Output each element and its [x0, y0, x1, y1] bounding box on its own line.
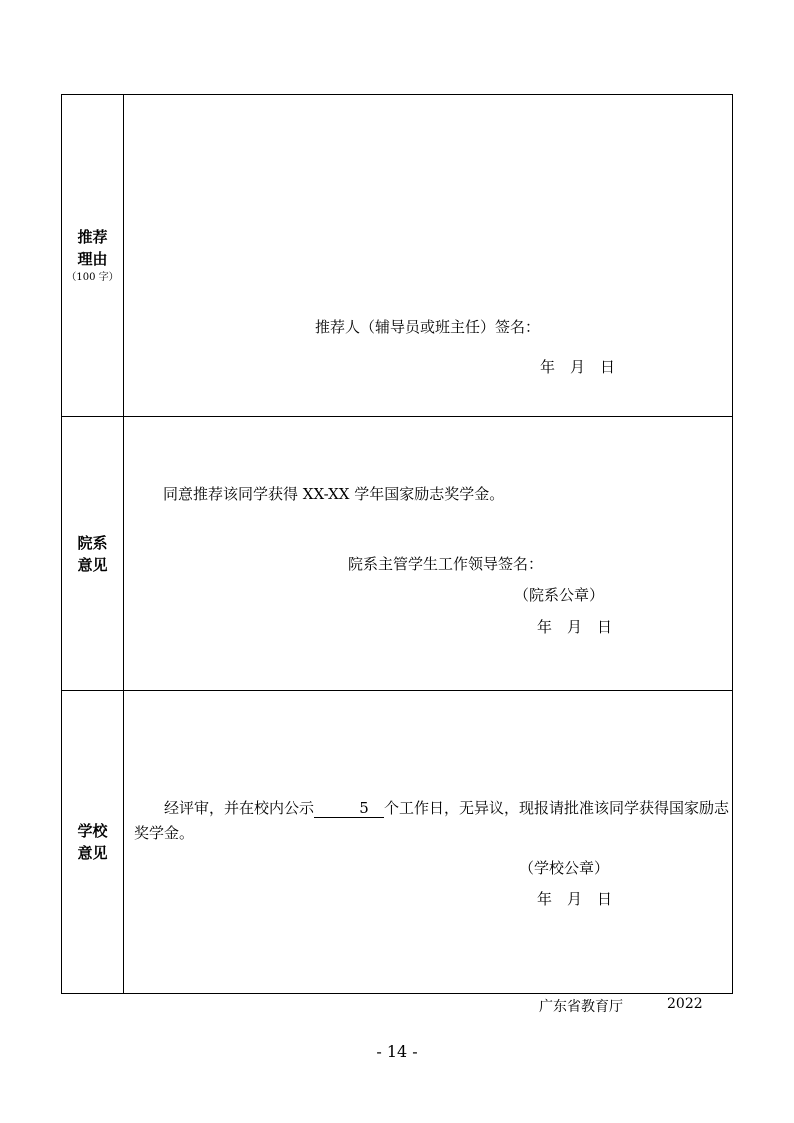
department-statement: 同意推荐该同学获得 XX-XX 学年国家励志奖学金。: [163, 485, 505, 503]
recommendation-word-limit-note: （100 字）: [66, 271, 119, 283]
footer-year: 2022: [667, 996, 703, 1012]
department-seal-label: （院系公章）: [514, 586, 605, 604]
footer-organization: 广东省教育厅: [539, 999, 623, 1015]
school-statement-before: 经评审，并在校内公示: [164, 799, 315, 817]
scholarship-opinion-table: [61, 94, 733, 994]
school-label-line2: 意见: [77, 844, 108, 862]
school-statement: [134, 796, 730, 846]
recommendation-label-line2: 理由: [77, 249, 108, 268]
school-seal-label: （学校公章）: [519, 859, 610, 877]
department-label-cell: [62, 417, 124, 691]
recommendation-content-cell[interactable]: [124, 95, 733, 417]
recommendation-label-cell: [62, 95, 124, 417]
school-opinion-row: [62, 691, 733, 994]
school-label-cell: [62, 691, 124, 994]
publicity-days-field[interactable]: 5: [314, 799, 384, 818]
department-opinion-row: [62, 417, 733, 691]
school-label-line1: 学校: [77, 822, 108, 840]
recommendation-label-line1: 推荐: [77, 227, 108, 246]
department-content-cell[interactable]: [124, 417, 733, 691]
school-statement-after: 个工作日，无异议，现报请批准该同学获得国家励志奖学金。: [134, 799, 730, 842]
recommender-signature-label: 推荐人（辅导员或班主任）签名：: [315, 318, 541, 336]
recommendation-date: 年 月 日: [540, 358, 616, 376]
school-content-cell[interactable]: [124, 691, 733, 994]
department-leader-signature-label: 院系主管学生工作领导签名：: [348, 555, 544, 573]
recommendation-row: [62, 95, 733, 417]
department-label-line2: 意见: [77, 555, 108, 574]
page-number: - 14 -: [376, 1042, 418, 1061]
school-date: 年 月 日: [537, 890, 613, 908]
department-date: 年 月 日: [537, 618, 613, 636]
department-label-line1: 院系: [77, 533, 108, 552]
